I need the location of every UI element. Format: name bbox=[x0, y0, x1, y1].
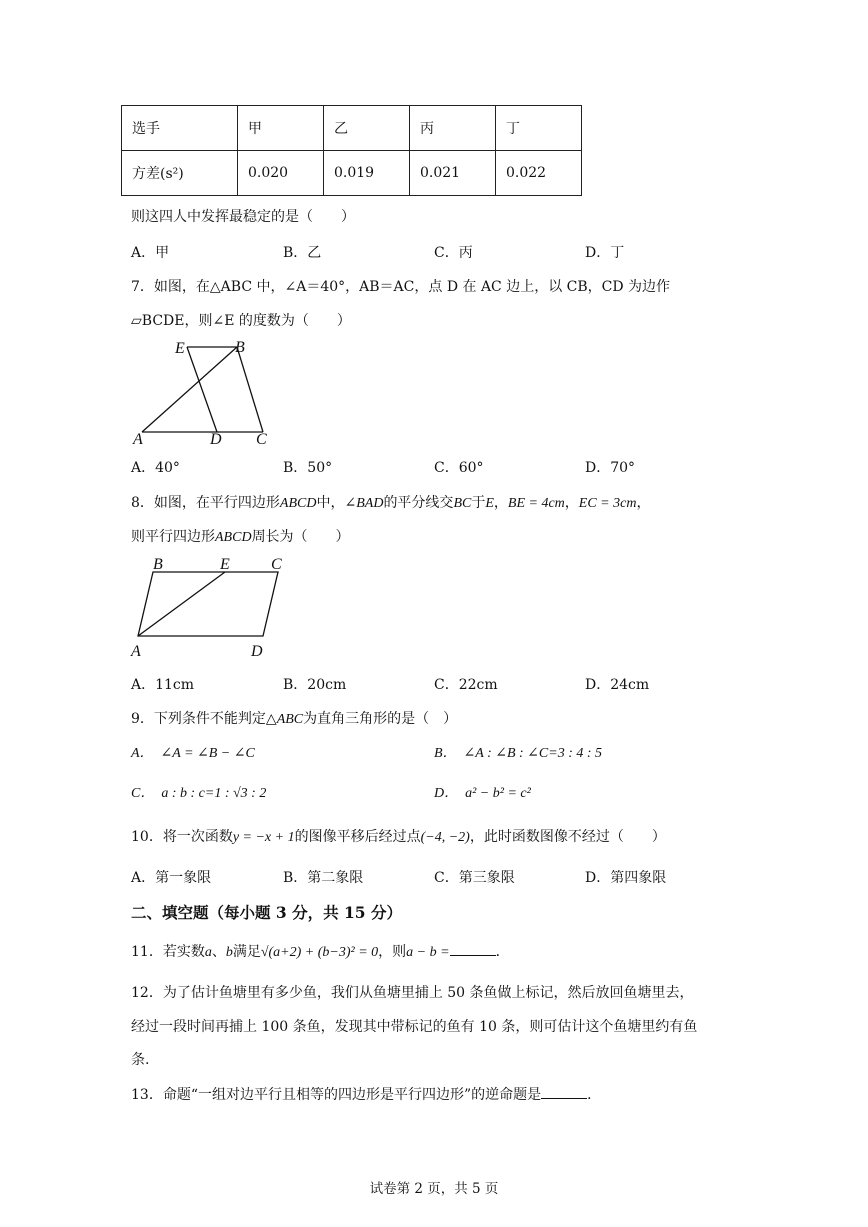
q10-text: 的图像平移后经过点 bbox=[294, 829, 421, 845]
label-c: C bbox=[271, 556, 282, 573]
label-c: C bbox=[256, 431, 267, 448]
q10-point: (−4, −2) bbox=[420, 830, 470, 845]
q6-option-d: D．丁 bbox=[585, 245, 625, 261]
q8-text: 则平行四边形 bbox=[131, 529, 215, 545]
q9-text: 为直角三角形的是（ ） bbox=[303, 711, 458, 727]
table-cell: 0.020 bbox=[238, 151, 324, 196]
q8-angle-bad: ∠BAD bbox=[344, 496, 384, 511]
table-cell: 丁 bbox=[496, 106, 582, 151]
table-cell: 选手 bbox=[122, 106, 238, 151]
q11-var-a: a bbox=[204, 945, 212, 960]
table-cell: 方差(s²) bbox=[122, 151, 238, 196]
table-cell: 0.019 bbox=[324, 151, 410, 196]
q8-text: 周长为（ ） bbox=[251, 529, 350, 545]
q8-option-b: B．20cm bbox=[283, 677, 347, 693]
q7-option-a: A．40° bbox=[131, 460, 180, 476]
label-a: A bbox=[133, 431, 143, 448]
q9-option-d: D． a² − b² = c² bbox=[434, 786, 531, 801]
q9-abc: ABC bbox=[276, 712, 304, 727]
q12-line3: 条. bbox=[131, 1052, 150, 1068]
answer-blank[interactable] bbox=[541, 1086, 587, 1099]
q7-option-d: D．70° bbox=[585, 460, 636, 476]
section-heading: 二、填空题（每小题 3 分，共 15 分） bbox=[131, 903, 402, 922]
segment-ab bbox=[142, 347, 237, 432]
label-b: B bbox=[235, 339, 245, 356]
label-d: D bbox=[251, 643, 263, 660]
q11-expression: √(a+2) + (b−3)² = 0 bbox=[260, 945, 379, 960]
variance-table bbox=[121, 105, 582, 196]
q11-text: 11．若实数 bbox=[131, 944, 205, 960]
q8-option-d: D．24cm bbox=[585, 677, 650, 693]
answer-blank[interactable] bbox=[450, 943, 496, 956]
q10-option-c: C．第三象限 bbox=[434, 870, 515, 886]
q8-figure bbox=[125, 552, 295, 662]
q8-text: 于 bbox=[471, 495, 486, 511]
q8-text: ， bbox=[636, 495, 651, 511]
label-d: D bbox=[210, 431, 222, 448]
q8-ec: EC = 3cm bbox=[578, 496, 637, 511]
q11-var-b: b bbox=[225, 945, 233, 960]
q13-text: ． bbox=[587, 1087, 602, 1103]
table-cell: 0.021 bbox=[410, 151, 496, 196]
q8-bc: BC bbox=[453, 496, 472, 511]
q9-option-c: C． a : b : c=1 : √3 : 2 bbox=[131, 786, 267, 801]
q8-text: 8．如图，在平行四边形 bbox=[131, 495, 280, 511]
q10-text: 10．将一次函数 bbox=[131, 829, 233, 845]
label-e: E bbox=[220, 556, 230, 573]
table-cell: 乙 bbox=[324, 106, 410, 151]
q7-figure bbox=[125, 335, 285, 450]
q11-ask: a − b = bbox=[406, 945, 450, 960]
q8-text: 中， bbox=[316, 495, 345, 511]
q8-text: ， bbox=[493, 495, 508, 511]
segment-ed bbox=[187, 347, 217, 432]
q8-be: BE = 4cm bbox=[507, 496, 565, 511]
q8-line2 bbox=[131, 526, 350, 546]
table-cell: 0.022 bbox=[496, 151, 582, 196]
parallelogram-abcd bbox=[138, 572, 278, 636]
label-e: E bbox=[175, 340, 185, 357]
q10-text: ，此时函数图像不经过（ ） bbox=[469, 829, 666, 845]
q8-line1 bbox=[131, 492, 650, 512]
q6-stem: 则这四人中发挥最稳定的是（ ） bbox=[131, 209, 355, 225]
q10-option-a: A．第一象限 bbox=[131, 870, 212, 886]
segment-bc bbox=[237, 347, 263, 432]
q11-text: 、 bbox=[211, 944, 226, 960]
q8-text: ， bbox=[564, 495, 579, 511]
q11-text: 满足 bbox=[232, 944, 261, 960]
q13-text: 13．命题“一组对边平行且相等的四边形是平行四边形”的逆命题是 bbox=[131, 1087, 542, 1103]
table-cell: 丙 bbox=[410, 106, 496, 151]
q8-option-a: A．11cm bbox=[131, 677, 195, 693]
q11-text: ，则 bbox=[378, 944, 407, 960]
table-row bbox=[122, 151, 582, 196]
q12-line2: 经过一段时间再捕上 100 条鱼，发现其中带标记的鱼有 10 条，则可估计这个鱼塘里约有鱼 bbox=[131, 1019, 698, 1035]
q9-stem bbox=[131, 708, 457, 728]
q6-option-b: B．乙 bbox=[283, 245, 322, 261]
q10-function: y = −x + 1 bbox=[232, 830, 295, 845]
table-cell: 甲 bbox=[238, 106, 324, 151]
q8-e: E bbox=[485, 496, 494, 511]
label-a: A bbox=[131, 643, 141, 660]
q11-stem bbox=[131, 941, 510, 961]
q8-option-c: C．22cm bbox=[434, 677, 498, 693]
page-footer: 试卷第 2 页，共 5 页 bbox=[369, 1181, 499, 1197]
table-row bbox=[122, 106, 582, 151]
q8-text: 的平分线交 bbox=[383, 495, 454, 511]
q6-option-a: A．甲 bbox=[131, 245, 170, 261]
q7-option-c: C．60° bbox=[434, 460, 484, 476]
q8-abcd: ABCD bbox=[215, 530, 252, 545]
q10-option-b: B．第二象限 bbox=[283, 870, 364, 886]
q7-line1: 7．如图，在△ABC 中，∠A＝40°，AB＝AC，点 D 在 AC 边上，以 CB，CD 为边作 bbox=[131, 279, 671, 295]
q6-option-c: C．丙 bbox=[434, 245, 473, 261]
q8-abcd: ABCD bbox=[279, 496, 317, 511]
label-b: B bbox=[153, 556, 163, 573]
q7-option-b: B．50° bbox=[283, 460, 333, 476]
q10-option-d: D．第四象限 bbox=[585, 870, 667, 886]
q11-text: ． bbox=[495, 944, 510, 960]
q13-stem bbox=[131, 1084, 601, 1104]
q10-stem bbox=[131, 826, 666, 846]
q9-option-b: B． ∠A : ∠B : ∠C=3 : 4 : 5 bbox=[434, 746, 603, 761]
q7-line2: ▱BCDE，则∠E 的度数为（ ） bbox=[131, 313, 351, 329]
q9-option-a: A． ∠A = ∠B − ∠C bbox=[131, 746, 255, 761]
q12-line1: 12．为了估计鱼塘里有多少鱼，我们从鱼塘里捕上 50 条鱼做上标记，然后放回鱼塘里去， bbox=[131, 985, 694, 1001]
q9-text: 9．下列条件不能判定△ bbox=[131, 711, 277, 727]
